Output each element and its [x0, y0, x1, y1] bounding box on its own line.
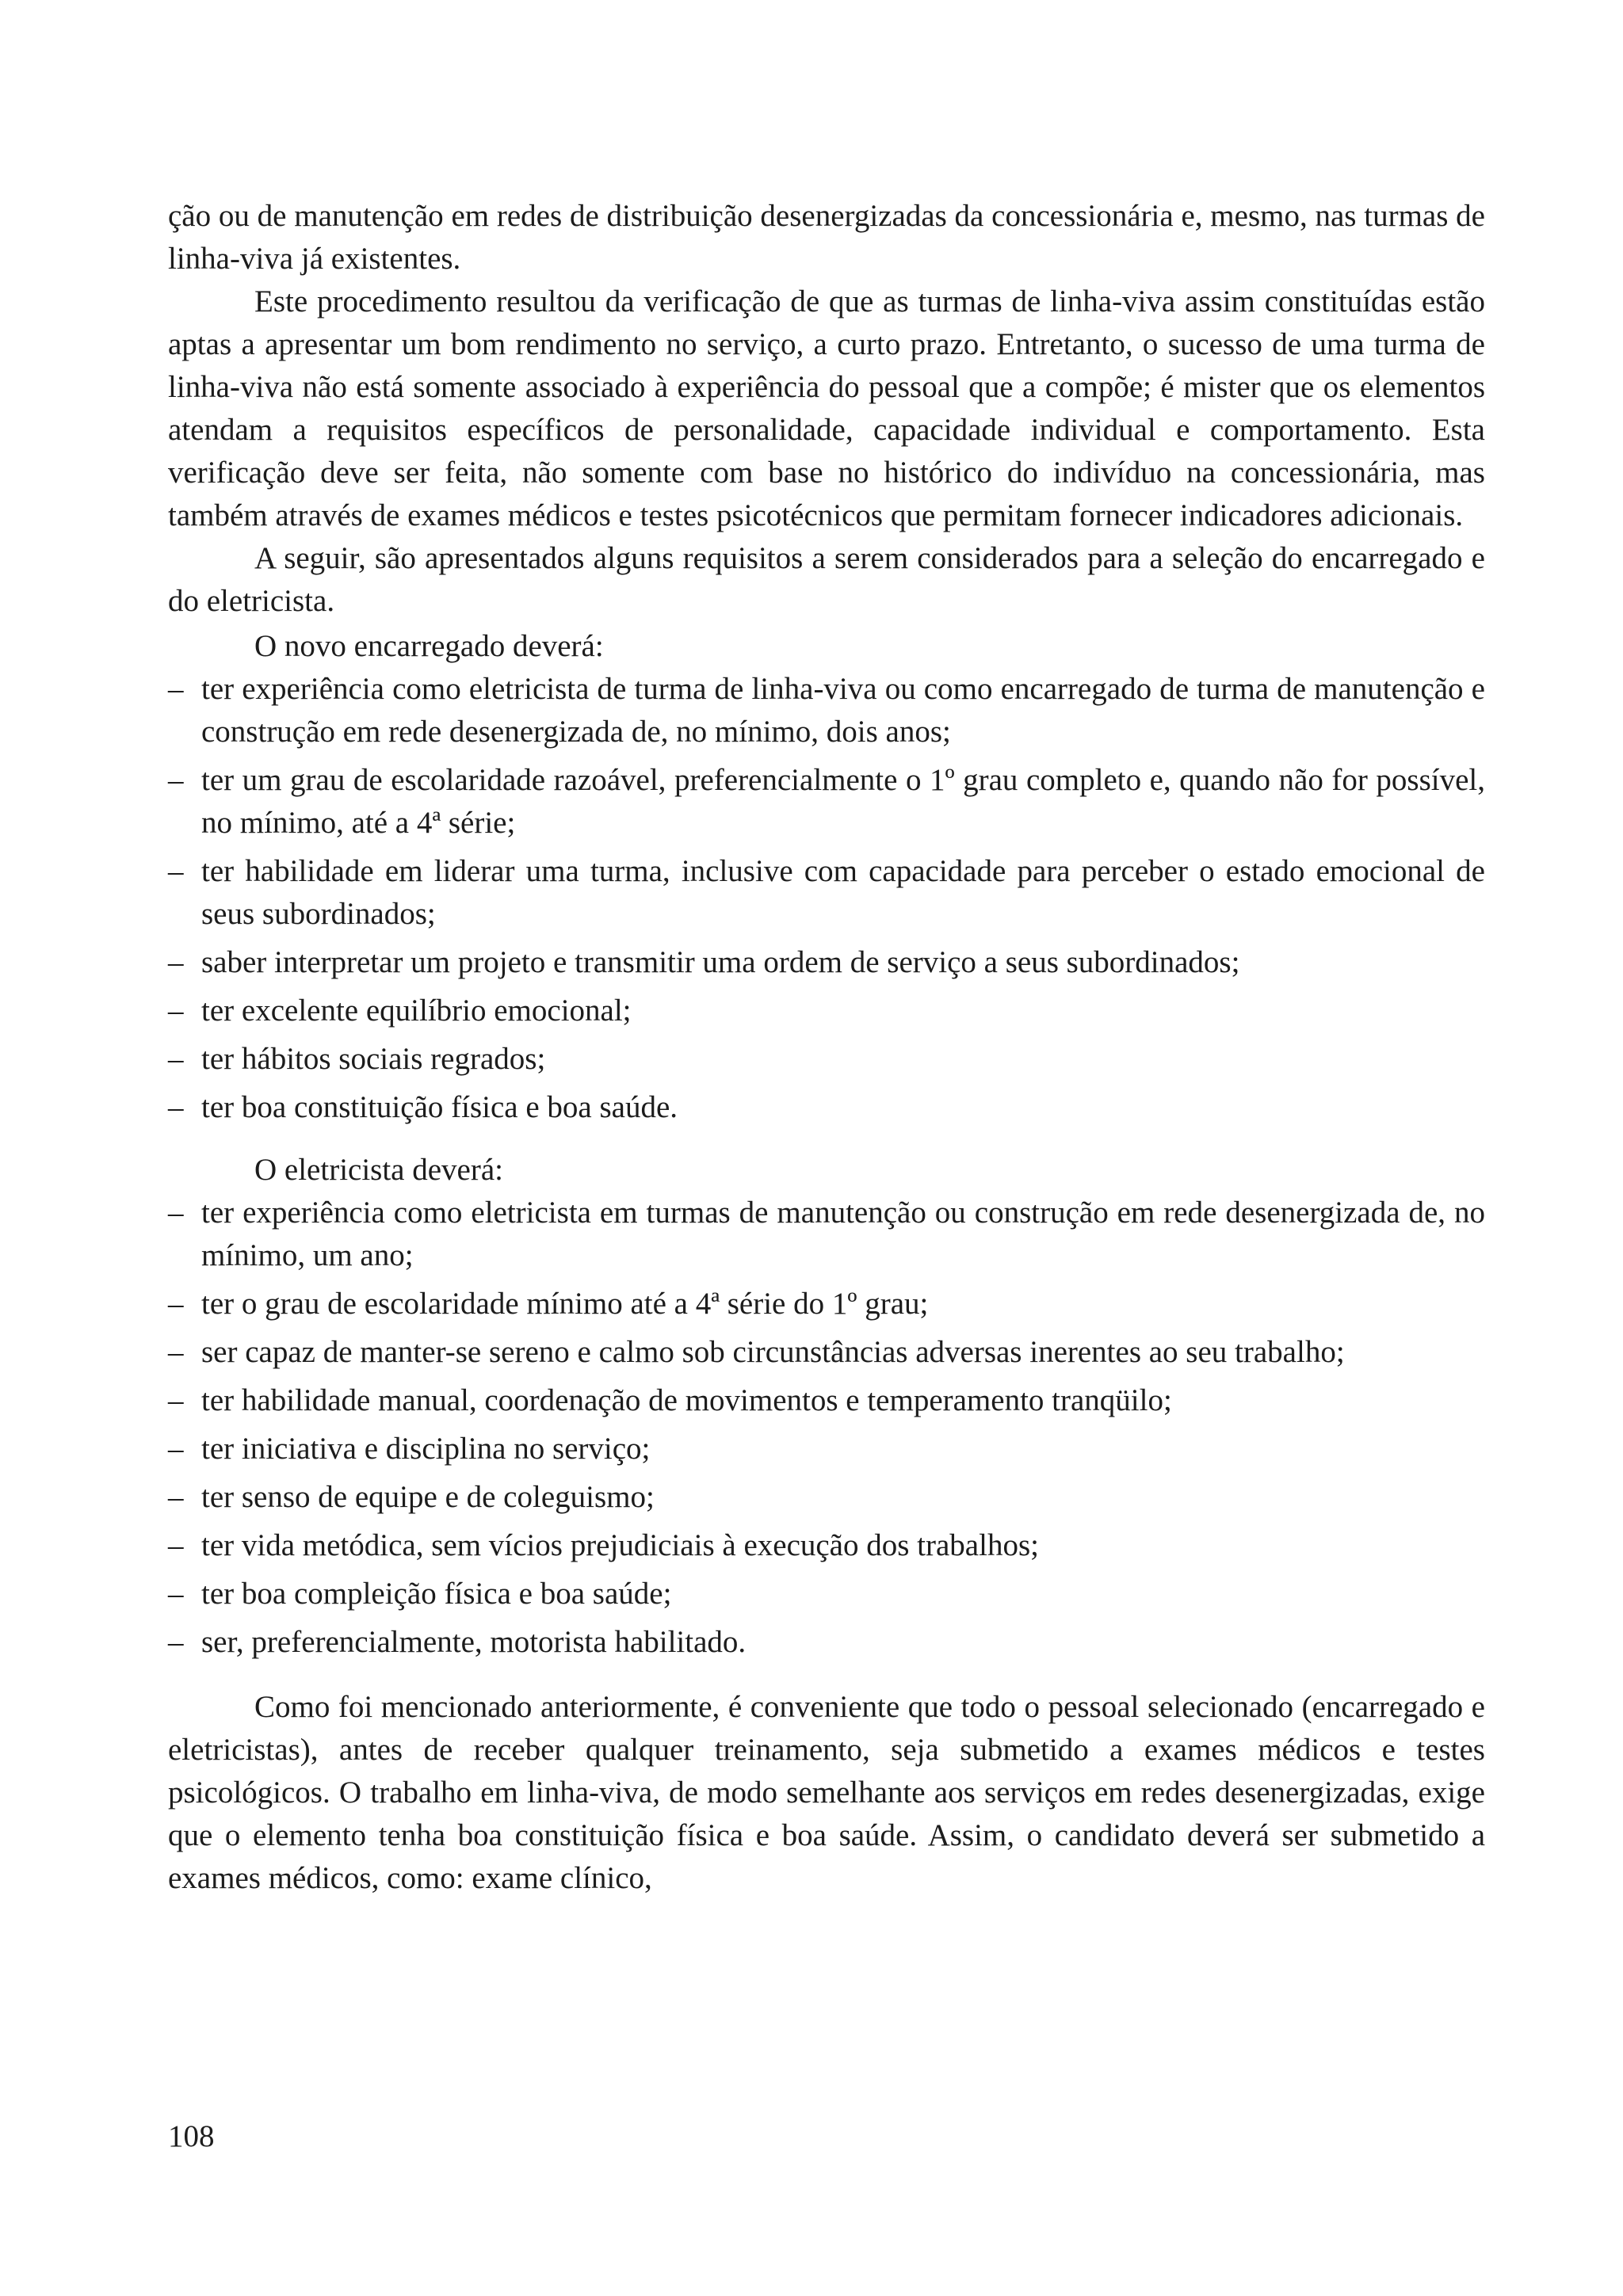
dash-marker: – [168, 1625, 184, 1659]
list-item: – ter vida metódica, sem vícios prejudiciais à execução dos trabalhos; [168, 1524, 1485, 1567]
body-text [168, 195, 1485, 1900]
dash-marker: – [168, 994, 184, 1028]
list-item: – ser capaz de manter-se sereno e calmo sob circunstâncias adversas inerentes ao seu trabalho; [168, 1331, 1485, 1374]
paragraph-closing: Como foi mencionado anteriormente, é conveniente que todo o pessoal selecionado (encarregado e eletricistas), antes de receber qualquer treinamento, seja submetido a exames médicos e testes psicológicos. O trabalho em linha-viva, de modo semelhante aos serviços em redes desenergizadas, exige que o elemento tenha boa constituição física e boa saúde. Assim, o candidato deverá ser submetido a exames médicos, como: exame clínico, [168, 1690, 1485, 1895]
list-item: – ter senso de equipe e de coleguismo; [168, 1476, 1485, 1519]
list-item: – ter habilidade em liderar uma turma, inclusive com capacidade para perceber o estado emocional de seus subordinados; [168, 850, 1485, 936]
list-item: – ter boa compleição física e boa saúde; [168, 1573, 1485, 1615]
list-item: – ter boa constituição física e boa saúde. [168, 1086, 1485, 1129]
paragraph-continuation: ção ou de manutenção em redes de distribuição desenergizadas da concessionária e, mesmo, nas turmas de linha-viva já existentes. [168, 199, 1485, 276]
encarregado-requirements-list [168, 668, 1485, 1129]
paragraph-procedure: Este procedimento resultou da verificação de que as turmas de linha-viva assim constituídas estão aptas a apresentar um bom rendimento no serviço, a curto prazo. Entretanto, o sucesso de uma turma de linha-viva não está somente associado à experiência do pessoal que a compõe; é mister que os elementos atendam a requisitos específicos de personalidade, capacidade individual e comportamento. Esta verificação deve ser feita, não somente com base no histórico do indivíduo na concessionária, mas também através de exames médicos e testes psicotécnicos que permitam fornecer indicadores adicionais. [168, 284, 1485, 532]
list-item: – ter hábitos sociais regrados; [168, 1038, 1485, 1081]
dash-marker: – [168, 1432, 184, 1466]
dash-marker: – [168, 854, 184, 888]
page-number: 108 [168, 2119, 215, 2153]
list-item: – ter experiência como eletricista de turma de linha-viva ou como encarregado de turma de manutenção e construção em rede desenergizada de, no mínimo, dois anos; [168, 668, 1485, 753]
list-item: – ter experiência como eletricista em turmas de manutenção ou construção em rede desenergizada de, no mínimo, um ano; [168, 1192, 1485, 1277]
eletricista-label: O eletricista deverá: [254, 1153, 503, 1187]
list-item: – ter iniciativa e disciplina no serviço; [168, 1428, 1485, 1470]
encarregado-label: O novo encarregado deverá: [254, 629, 604, 663]
dash-marker: – [168, 763, 184, 797]
list-item: – saber interpretar um projeto e transmitir uma ordem de serviço a seus subordinados; [168, 941, 1485, 984]
dash-marker: – [168, 1577, 184, 1611]
dash-marker: – [168, 1335, 184, 1369]
list-item: – ter habilidade manual, coordenação de movimentos e temperamento tranqüilo; [168, 1379, 1485, 1422]
dash-marker: – [168, 1480, 184, 1514]
eletricista-requirements-list [168, 1192, 1485, 1664]
dash-marker: – [168, 1287, 184, 1321]
dash-marker: – [168, 1383, 184, 1417]
dash-marker: – [168, 1042, 184, 1076]
dash-marker: – [168, 1528, 184, 1562]
dash-marker: – [168, 1196, 184, 1230]
list-item: – ter excelente equilíbrio emocional; [168, 990, 1485, 1032]
dash-marker: – [168, 945, 184, 979]
list-item: – ter o grau de escolaridade mínimo até a 4ª série do 1º grau; [168, 1283, 1485, 1325]
dash-marker: – [168, 672, 184, 706]
list-item: – ter um grau de escolaridade razoável, preferencialmente o 1º grau completo e, quando não for possível, no mínimo, até a 4ª série; [168, 759, 1485, 845]
paragraph-requirements-intro: A seguir, são apresentados alguns requisitos a serem considerados para a seleção do encarregado e do eletricista. [168, 541, 1485, 618]
list-item: – ser, preferencialmente, motorista habilitado. [168, 1621, 1485, 1664]
dash-marker: – [168, 1090, 184, 1124]
